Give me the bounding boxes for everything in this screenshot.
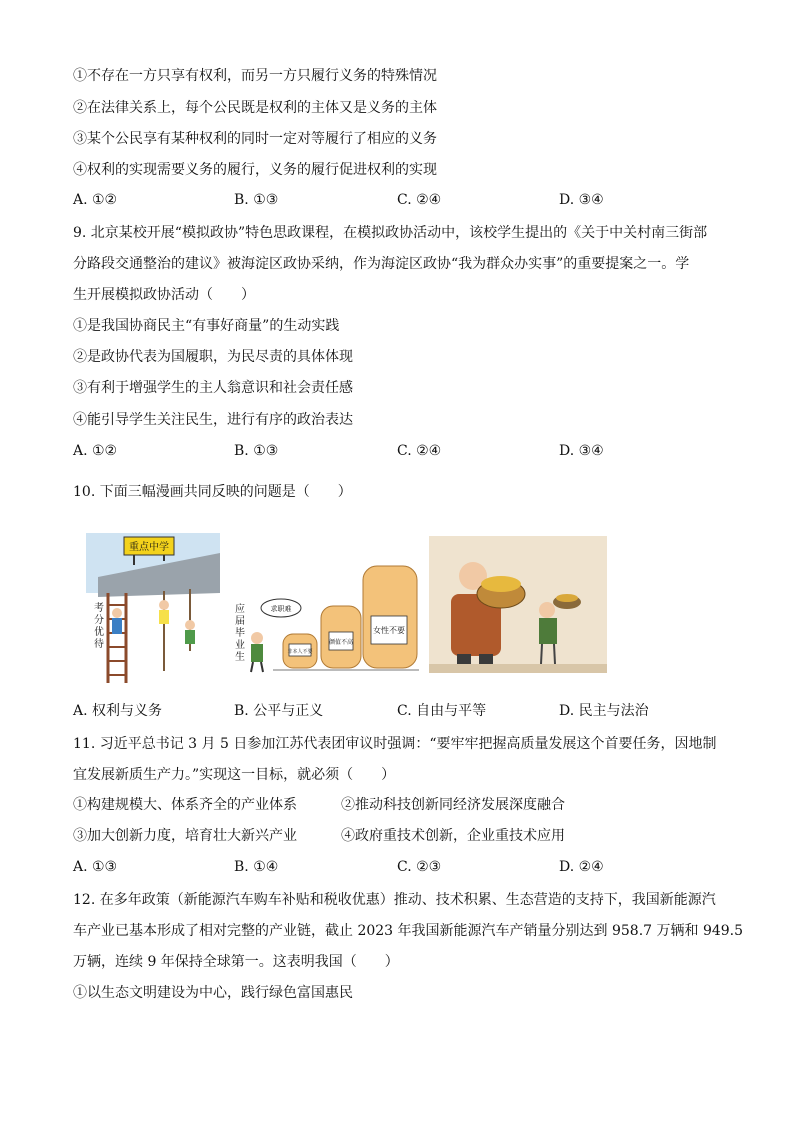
q11-option-b: B. ①④ [234, 859, 279, 875]
cartoon-job-hands [233, 560, 419, 674]
q11-option-c: C. ②③ [397, 859, 442, 875]
q11-stem-line-2: 宜发展新质生产力。”实现这一目标，就必须（ ） [73, 767, 396, 783]
q9-option-c: C. ②④ [397, 443, 442, 459]
svg-text:考分优待 [94, 601, 104, 650]
q10-stem: 10. 下面三幅漫画共同反映的问题是（ ） [73, 484, 352, 500]
q8-option-b: B. ①③ [234, 192, 279, 208]
q8-statement-4: ④权利的实现需要义务的履行，义务的履行促进权利的实现 [73, 162, 437, 178]
cartoon-key-school-ladders [86, 533, 220, 685]
q8-options [73, 190, 733, 210]
q11-stem-line-1: 11. 习近平总书记 3 月 5 日参加江苏代表团审议时强调：“要牢牢把握高质量发展这个首要任务，因地制 [73, 736, 717, 752]
q9-option-b: B. ①③ [234, 443, 279, 459]
q9-statement-4: ④能引导学生关注民生，进行有序的政治表达 [73, 412, 353, 428]
q9-option-d: D. ③④ [559, 443, 604, 459]
q12-stem-line-2: 车产业已基本形成了相对完整的产业链，截止 2023 年我国新能源汽车产销量分别达到 958.7 万辆和 949.5 [73, 923, 744, 939]
q11-options [73, 857, 733, 877]
q11-statement-3: ③加大创新力度，培育壮大新兴产业 [73, 828, 297, 844]
q11-statement-4: ④政府重技术创新，企业重技术应用 [341, 828, 565, 844]
vertical-char: 优 [94, 627, 104, 638]
q9-options [73, 441, 733, 461]
q10-options [73, 701, 733, 721]
q8-statement-1: ①不存在一方只享有权利，而另一方只履行义务的特殊情况 [73, 68, 437, 84]
vertical-char: 业 [235, 640, 245, 651]
q9-option-a: A. ①② [73, 443, 118, 459]
q9-stem-line-1: 9. 北京某校开展“模拟政协”特色思政课程，在模拟政协活动中，该校学生提出的《关于中关村南三街部 [73, 225, 708, 241]
q10-option-a: A. 权利与义务 [73, 703, 163, 719]
q9-statement-1: ①是我国协商民主“有事好商量”的生动实践 [73, 318, 340, 334]
q10-option-b: B. 公平与正义 [234, 703, 324, 719]
q11-option-a: A. ①③ [73, 859, 118, 875]
q10-option-c: C. 自由与平等 [397, 703, 487, 719]
cartoon1-side-text [94, 601, 104, 650]
q9-stem-line-3: 生开展模拟政协活动（ ） [73, 287, 255, 303]
q8-statement-3: ③某个公民享有某种权利的同时一定对等履行了相应的义务 [73, 131, 437, 147]
q11-statements-row-1 [73, 795, 733, 815]
svg-text:应届毕业生 [235, 602, 245, 663]
q8-option-d: D. ③④ [559, 192, 604, 208]
vertical-char: 届 [235, 616, 245, 627]
cartoon1-sign-text: 重点中学 [129, 542, 169, 553]
cartoon2-bubble-text: 求职难 [270, 605, 292, 613]
q12-stem-line-1: 12. 在多年政策（新能源汽车购车补贴和税收优惠）推动、技术积累、生态营造的支持下，我国新能源汽 [73, 892, 716, 908]
q11-statement-2: ②推动科技创新同经济发展深度融合 [341, 797, 565, 813]
cartoon2-hand3-text: 女性不要 [373, 626, 405, 635]
vertical-char: 应 [235, 604, 245, 615]
vertical-char: 生 [235, 652, 245, 663]
vertical-char: 待 [94, 639, 104, 650]
q11-statements-row-2 [73, 826, 733, 846]
cartoon2-hand2-text: 颜值不高 [328, 639, 354, 646]
q9-statement-3: ③有利于增强学生的主人翁意识和社会责任感 [73, 380, 353, 396]
cartoon-wealth-gap [429, 536, 607, 673]
q8-option-c: C. ②④ [397, 192, 442, 208]
vertical-char: 分 [94, 615, 104, 626]
cartoon2-side-text [235, 602, 245, 663]
q11-statement-1: ①构建规模大、体系齐全的产业体系 [73, 797, 297, 813]
vertical-char: 考 [94, 603, 104, 614]
q12-statement-1: ①以生态文明建设为中心，践行绿色富国惠民 [73, 985, 353, 1001]
q8-statement-2: ②在法律关系上，每个公民既是权利的主体又是义务的主体 [73, 100, 437, 116]
q10-option-d: D. 民主与法治 [559, 703, 649, 719]
q12-stem-line-3: 万辆，连续 9 年保持全球第一。这表明我国（ ） [73, 954, 399, 970]
q9-stem-line-2: 分路段交通整治的建议》被海淀区政协采纳，作为海淀区政协“我为群众办实事”的重要提案之一。学 [73, 256, 690, 272]
q11-option-d: D. ②④ [559, 859, 604, 875]
q8-option-a: A. ①② [73, 192, 118, 208]
q9-statement-2: ②是政协代表为国履职，为民尽责的具体体现 [73, 349, 353, 365]
cartoon2-hand1-text: 非本人不要 [287, 649, 313, 655]
vertical-char: 毕 [235, 628, 245, 639]
